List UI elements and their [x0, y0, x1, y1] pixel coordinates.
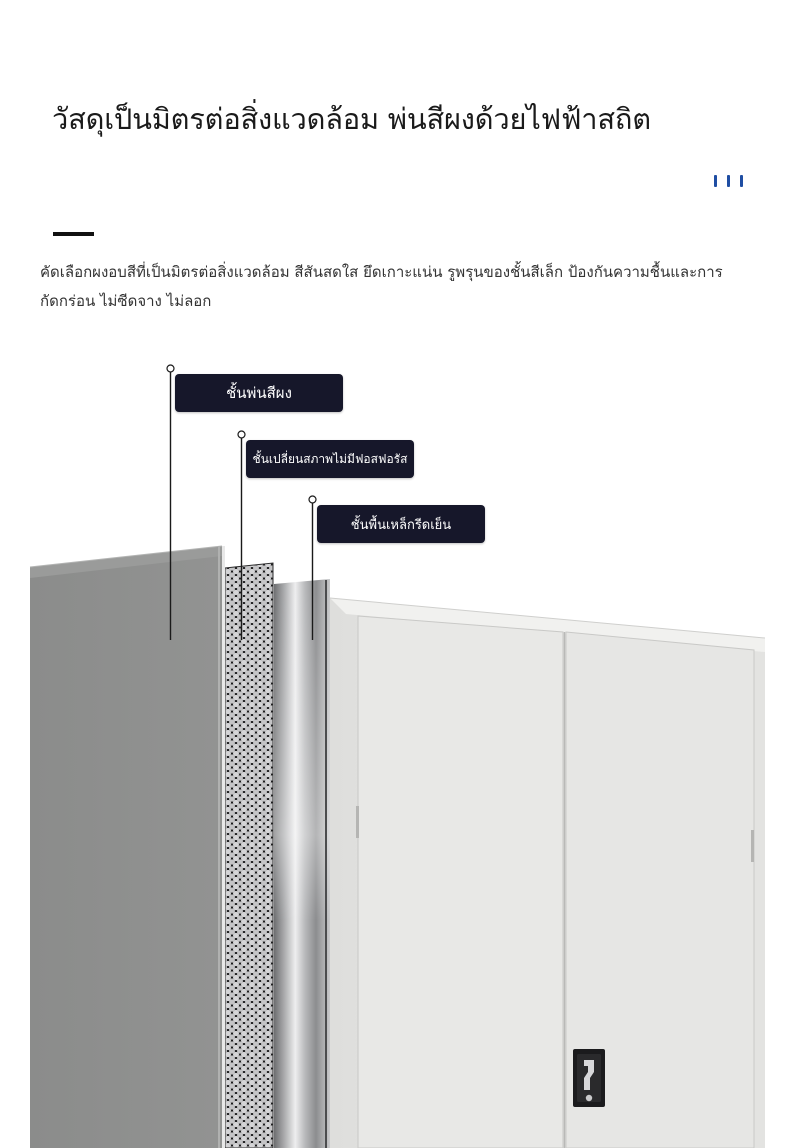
powder-coating-layer: [30, 546, 225, 1148]
steel-substrate-layer: [274, 579, 330, 1148]
description-text: คัดเลือกผงอบสีที่เป็นมิตรต่อสิ่งแวดล้อม สีสันสดใส ยึดเกาะแน่น รูพรุนของชั้นสีเล็ก ป้องกันความชื้นและการกัดกร่อน ไม่ซีดจาง ไม่ลอก: [40, 263, 723, 310]
layer-label-powder: ชั้นพ่นสีผง: [175, 374, 343, 412]
dots-indicator-icon: [714, 175, 743, 187]
page-title: วัสดุเป็นมิตรต่อสิ่งแวดล้อม พ่นสีผงด้วยไฟฟ้าสถิต: [52, 102, 651, 136]
cabinet-body: [330, 598, 765, 1148]
conversion-mesh-layer: [225, 563, 273, 1148]
indicator-dot: [727, 175, 730, 187]
title-divider: [53, 232, 94, 236]
cabinet-layer-illustration: [0, 330, 800, 1148]
indicator-dot: [740, 175, 743, 187]
lock-handle-icon: [573, 1049, 605, 1107]
indicator-dot: [714, 175, 717, 187]
layer-label-steel: ชั้นพื้นเหล็กรีดเย็น: [317, 505, 485, 543]
layer-label-conversion: ชั้นเปลี่ยนสภาพไม่มีฟอสฟอรัส: [246, 440, 414, 478]
